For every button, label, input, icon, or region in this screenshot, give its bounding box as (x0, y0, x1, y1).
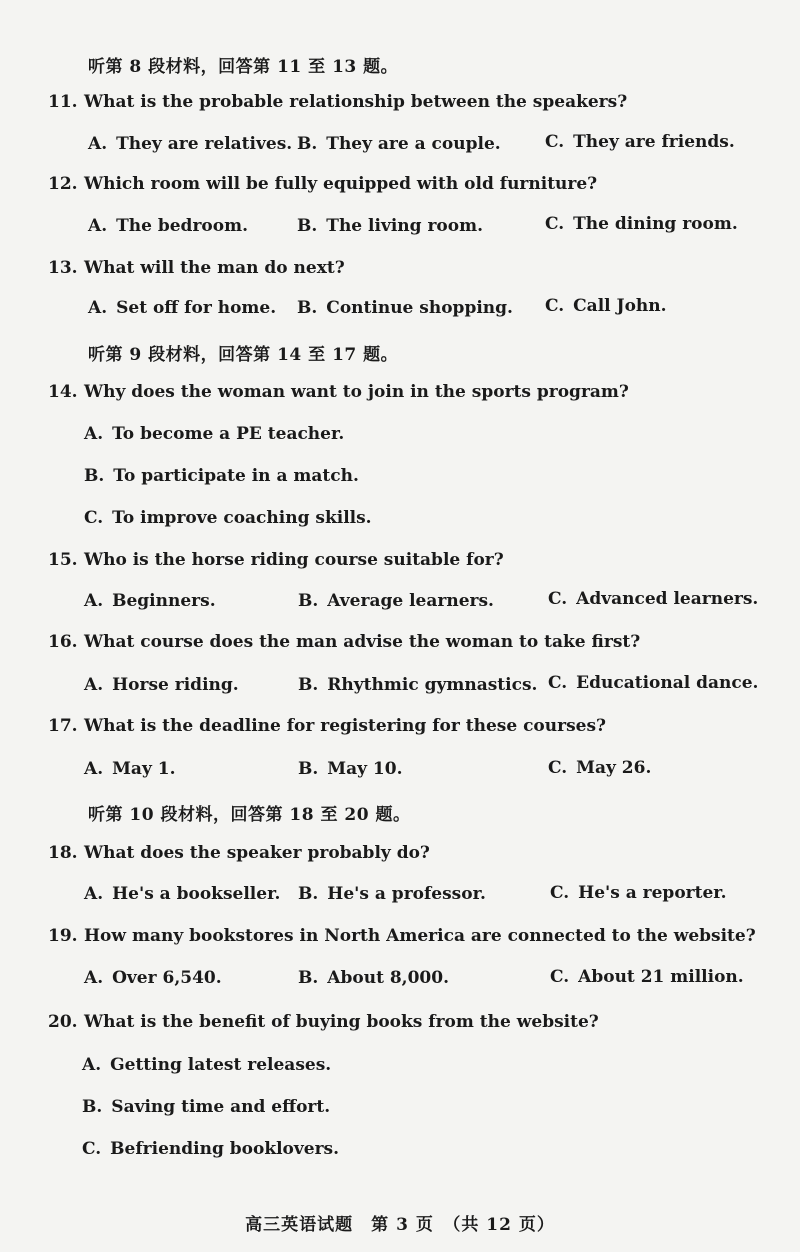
option-text: To become a PE teacher. (112, 424, 345, 444)
question-19 (48, 926, 756, 946)
option-12-b (297, 216, 483, 236)
option-12-a (88, 216, 248, 236)
option-17-c (548, 758, 651, 778)
option-text: To improve coaching skills. (112, 508, 372, 528)
question-text: Why does the woman want to join in the sports program? (84, 382, 629, 402)
question-text: What will the man do next? (84, 258, 345, 278)
option-17-b (298, 759, 403, 779)
option-text: Advanced learners. (576, 589, 759, 609)
question-number: 19. (48, 926, 78, 946)
option-19-b (298, 968, 449, 988)
option-text: To participate in a match. (113, 466, 359, 486)
option-13-a (88, 298, 276, 318)
option-16-a (84, 675, 239, 695)
option-14-b (84, 466, 359, 486)
question-number: 20. (48, 1012, 78, 1032)
question-number: 16. (48, 632, 78, 652)
option-letter: C. (548, 758, 568, 778)
question-number: 15. (48, 550, 78, 570)
option-18-a (84, 884, 280, 904)
option-13-c (545, 296, 667, 316)
option-text: Over 6,540. (112, 968, 222, 988)
option-letter: C. (548, 673, 568, 693)
question-text: What is the benefit of buying books from the website? (84, 1012, 599, 1032)
option-13-b (297, 298, 513, 318)
option-11-c (545, 132, 735, 152)
question-number: 11. (48, 92, 78, 112)
option-text: Average learners. (327, 591, 494, 611)
option-text: Call John. (573, 296, 667, 316)
option-text: Beginners. (112, 591, 216, 611)
option-letter: A. (84, 759, 104, 779)
option-letter: A. (88, 216, 108, 236)
option-17-a (84, 759, 176, 779)
option-letter: B. (297, 298, 318, 318)
page-footer: 高三英语试题 第 3 页 （共 12 页） (245, 1215, 555, 1235)
question-text: What course does the man advise the woman to take first? (84, 632, 641, 652)
option-letter: A. (84, 424, 104, 444)
option-letter: B. (298, 759, 319, 779)
option-text: Getting latest releases. (110, 1055, 332, 1075)
option-letter: C. (545, 132, 565, 152)
question-text: What is the probable relationship between the speakers? (84, 92, 628, 112)
option-text: He's a professor. (327, 884, 486, 904)
option-15-c (548, 589, 758, 609)
question-number: 18. (48, 843, 78, 863)
option-text: Befriending booklovers. (110, 1139, 340, 1159)
question-18 (48, 843, 430, 863)
question-text: Which room will be fully equipped with old furniture? (84, 174, 598, 194)
question-text: What is the deadline for registering for these courses? (84, 716, 606, 736)
option-text: Educational dance. (576, 673, 759, 693)
option-text: Continue shopping. (326, 298, 513, 318)
option-letter: B. (298, 591, 319, 611)
option-text: The living room. (326, 216, 483, 236)
section-header: 听第 10 段材料，回答第 18 至 20 题。 (88, 805, 411, 825)
option-19-a (84, 968, 222, 988)
option-text: He's a bookseller. (112, 884, 281, 904)
option-letter: B. (297, 216, 318, 236)
option-11-b (297, 134, 501, 154)
question-text: Who is the horse riding course suitable for? (84, 550, 504, 570)
question-20 (48, 1012, 599, 1032)
option-16-b (298, 675, 537, 695)
option-letter: B. (298, 968, 319, 988)
option-text: About 21 million. (578, 967, 744, 987)
option-text: The bedroom. (116, 216, 248, 236)
option-11-a (88, 134, 292, 154)
option-text: Saving time and effort. (111, 1097, 331, 1117)
option-letter: A. (88, 134, 108, 154)
option-letter: B. (298, 675, 319, 695)
option-letter: B. (84, 466, 105, 486)
option-19-c (550, 967, 744, 987)
question-13 (48, 258, 345, 278)
question-12 (48, 174, 597, 194)
option-text: He's a reporter. (578, 883, 727, 903)
option-15-a (84, 591, 216, 611)
option-letter: A. (84, 591, 104, 611)
option-text: May 1. (112, 759, 176, 779)
option-letter: A. (84, 968, 104, 988)
option-letter: C. (545, 296, 565, 316)
option-letter: C. (545, 214, 565, 234)
option-text: May 10. (327, 759, 403, 779)
section-header: 听第 8 段材料，回答第 11 至 13 题。 (88, 57, 399, 77)
option-20-a (82, 1055, 331, 1075)
option-18-c (550, 883, 727, 903)
option-text: Horse riding. (112, 675, 239, 695)
question-17 (48, 716, 606, 736)
option-letter: A. (84, 675, 104, 695)
option-text: They are relatives. (116, 134, 293, 154)
option-text: About 8,000. (327, 968, 449, 988)
option-letter: A. (84, 884, 104, 904)
option-letter: C. (550, 883, 570, 903)
option-text: The dining room. (573, 214, 738, 234)
question-number: 12. (48, 174, 78, 194)
option-text: Set off for home. (116, 298, 277, 318)
question-11 (48, 92, 627, 112)
option-16-c (548, 673, 758, 693)
option-letter: A. (82, 1055, 102, 1075)
option-20-b (82, 1097, 330, 1117)
option-14-a (84, 424, 344, 444)
option-letter: A. (88, 298, 108, 318)
option-letter: C. (550, 967, 570, 987)
option-18-b (298, 884, 486, 904)
option-text: May 26. (576, 758, 652, 778)
question-text: What does the speaker probably do? (84, 843, 430, 863)
option-20-c (82, 1139, 339, 1159)
question-16 (48, 632, 640, 652)
option-12-c (545, 214, 738, 234)
question-number: 17. (48, 716, 78, 736)
option-text: Rhythmic gymnastics. (327, 675, 538, 695)
option-text: They are friends. (573, 132, 735, 152)
question-15 (48, 550, 504, 570)
question-text: How many bookstores in North America are connected to the website? (84, 926, 756, 946)
question-number: 14. (48, 382, 78, 402)
option-15-b (298, 591, 494, 611)
question-number: 13. (48, 258, 78, 278)
option-letter: B. (298, 884, 319, 904)
option-14-c (84, 508, 372, 528)
option-text: They are a couple. (326, 134, 501, 154)
question-14 (48, 382, 629, 402)
option-letter: C. (82, 1139, 102, 1159)
option-letter: B. (82, 1097, 103, 1117)
option-letter: B. (297, 134, 318, 154)
option-letter: C. (548, 589, 568, 609)
option-letter: C. (84, 508, 104, 528)
section-header: 听第 9 段材料，回答第 14 至 17 题。 (88, 345, 399, 365)
